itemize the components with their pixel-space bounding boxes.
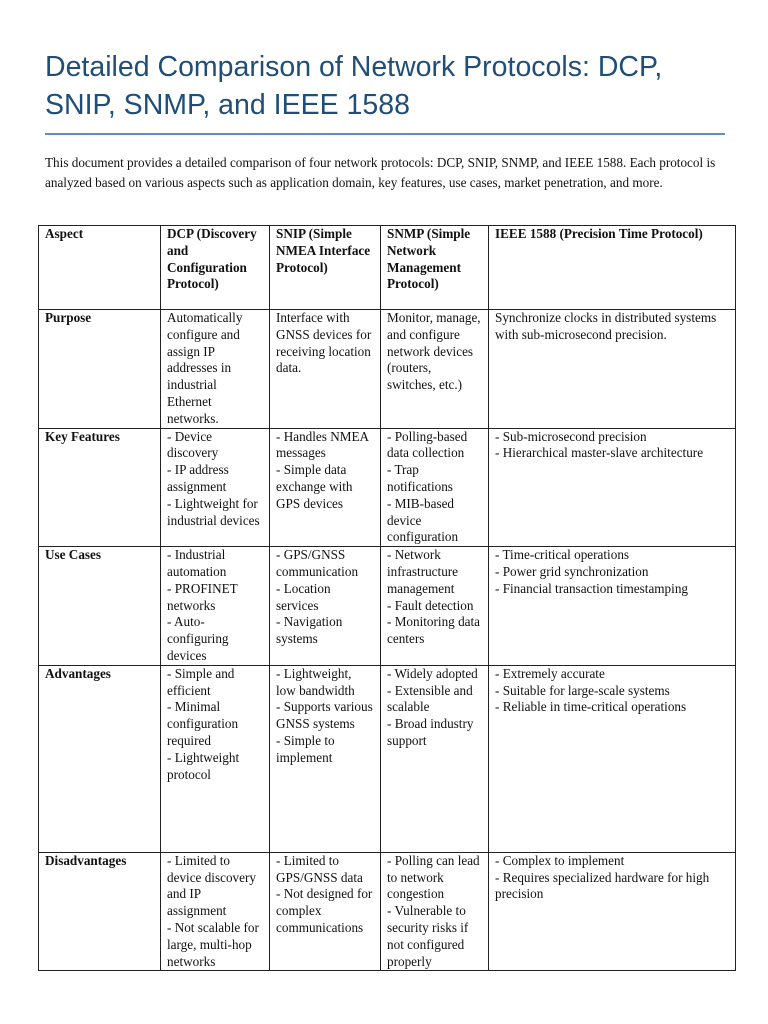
comparison-table <box>38 225 736 971</box>
cell-snip <box>270 428 381 547</box>
table-row <box>39 665 736 852</box>
cell-text: - Navigation systems <box>276 614 343 647</box>
cell-text: - Polling can lead to network congestion <box>387 852 480 902</box>
row-aspect-label: Key Features <box>39 428 161 547</box>
cell-snmp <box>381 852 489 971</box>
cell-text: - Auto-configuring devices <box>167 614 229 663</box>
cell-snmp <box>381 665 489 852</box>
cell-text: - Requires specialized hardware for high precision <box>495 869 710 902</box>
row-aspect-label: Advantages <box>39 665 161 852</box>
cell-text: - Power grid synchronization <box>495 563 649 579</box>
cell-text: - Location services <box>276 580 331 613</box>
cell-text: - MIB-based device configuration <box>387 495 459 545</box>
cell-ieee <box>489 310 736 429</box>
cell-text: - Extremely accurate <box>495 665 605 681</box>
cell-text: - Time-critical operations <box>495 547 630 563</box>
header-ieee1588: IEEE 1588 (Precision Time Protocol) <box>489 226 736 310</box>
cell-dcp <box>161 665 270 852</box>
cell-text: - Simple data exchange with GPS devices <box>276 462 353 511</box>
table-row <box>39 428 736 547</box>
header-snmp: SNMP (Simple Network Management Protocol) <box>381 226 489 310</box>
cell-text: - Device discovery <box>167 428 219 461</box>
cell-text: - Limited to GPS/GNSS data <box>276 852 363 885</box>
cell-text: - Polling-based data collection <box>387 428 468 461</box>
cell-text: Monitor, manage, and configure network devices (routers, switches, etc.) <box>387 310 481 393</box>
cell-text: - Hierarchical master-slave architecture <box>495 445 704 461</box>
title-line-2: SNIP, SNMP, and IEEE 1588 <box>45 89 410 121</box>
cell-text: - Broad industry support <box>387 716 474 748</box>
cell-snmp <box>381 547 489 666</box>
cell-text: - Fault detection <box>387 597 474 613</box>
cell-text: - Lightweight for industrial devices <box>167 495 260 528</box>
cell-text: - Suitable for large-scale systems <box>495 682 670 698</box>
cell-text: - Limited to device discovery and IP assignment <box>167 852 256 919</box>
cell-text: - PROFINET networks <box>167 580 238 613</box>
cell-ieee <box>489 547 736 666</box>
cell-ieee <box>489 428 736 547</box>
cell-ieee <box>489 852 736 971</box>
cell-text: - Not designed for complex communications <box>276 886 373 935</box>
table-header-row <box>39 226 736 310</box>
cell-text: Synchronize clocks in distributed systems with sub-microsecond precision. <box>495 310 717 342</box>
header-aspect: Aspect <box>39 226 161 310</box>
title-divider <box>45 133 725 135</box>
cell-dcp <box>161 852 270 971</box>
row-aspect-label: Purpose <box>39 310 161 429</box>
cell-text: - Lightweight protocol <box>167 749 240 782</box>
cell-snmp <box>381 428 489 547</box>
cell-snip <box>270 852 381 971</box>
table-row <box>39 852 736 971</box>
cell-text: - Lightweight, low bandwidth <box>276 665 355 698</box>
title-line-1: Detailed Comparison of Network Protocols: DCP, <box>45 51 663 83</box>
cell-text: - Trap notifications <box>387 462 453 494</box>
intro-paragraph: This document provides a detailed comparison of four network protocols: DCP, SNIP, SNMP, and IEEE 1588. Each protocol is analyzed based on various aspects such as application domain, key features, use cases, market penetration, and more. <box>45 155 716 190</box>
cell-text: - Simple and efficient <box>167 665 235 698</box>
cell-text: - GPS/GNSS communication <box>276 547 359 579</box>
cell-snip <box>270 665 381 852</box>
cell-text: - Extensible and scalable <box>387 682 473 715</box>
cell-text: - Handles NMEA messages <box>276 428 369 461</box>
cell-snip <box>270 547 381 666</box>
cell-text: - Industrial automation <box>167 547 227 579</box>
header-dcp: DCP (Discovery and Configuration Protocol) <box>161 226 270 310</box>
cell-text: - Network infrastructure management <box>387 547 459 596</box>
cell-ieee <box>489 665 736 852</box>
cell-dcp <box>161 310 270 429</box>
row-aspect-label: Use Cases <box>39 547 161 666</box>
cell-text: - Supports various GNSS systems <box>276 699 373 732</box>
cell-text: - Monitoring data centers <box>387 614 481 647</box>
cell-text: - Vulnerable to security risks if not configured properly <box>387 903 469 969</box>
cell-text: - Widely adopted <box>387 665 478 681</box>
cell-snip <box>270 310 381 429</box>
cell-dcp <box>161 428 270 547</box>
cell-text: - Simple to implement <box>276 732 335 765</box>
cell-text: - Financial transaction timestamping <box>495 580 689 596</box>
cell-text: - Not scalable for large, multi-hop networks <box>167 919 259 969</box>
document-title <box>45 48 735 124</box>
cell-text: Automatically configure and assign IP addresses in industrial Ethernet networks. <box>167 310 243 426</box>
cell-text: - Reliable in time-critical operations <box>495 699 687 715</box>
cell-text: - Complex to implement <box>495 852 625 868</box>
cell-text: - IP address assignment <box>167 462 229 494</box>
table-row <box>39 547 736 666</box>
cell-text: Interface with GNSS devices for receiving location data. <box>276 310 372 376</box>
cell-snmp <box>381 310 489 429</box>
header-snip: SNIP (Simple NMEA Interface Protocol) <box>270 226 381 310</box>
table-row <box>39 310 736 429</box>
row-aspect-label: Disadvantages <box>39 852 161 971</box>
cell-text: - Sub-microsecond precision <box>495 428 647 444</box>
cell-dcp <box>161 547 270 666</box>
cell-text: - Minimal configuration required <box>167 699 239 748</box>
